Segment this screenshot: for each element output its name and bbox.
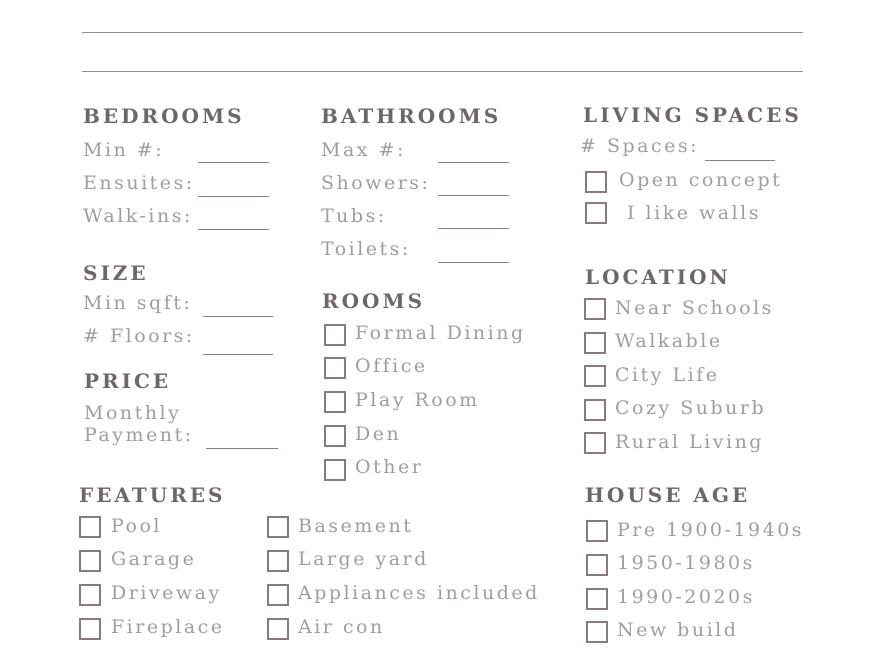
checkbox-city-life[interactable]	[584, 365, 606, 387]
checkbox-garage[interactable]	[79, 550, 101, 572]
checkbox-rural-living[interactable]	[584, 432, 606, 454]
option-label-near-schools: Near Schools	[615, 297, 774, 319]
checkbox-new-build[interactable]	[586, 621, 608, 643]
payment-field[interactable]	[206, 448, 278, 449]
spaces-field[interactable]	[705, 160, 775, 161]
price-heading: PRICE	[84, 369, 172, 393]
min-sqft-field[interactable]	[203, 316, 273, 317]
option-label-garage: Garage	[111, 548, 197, 570]
bedrooms-heading: BEDROOMS	[83, 104, 245, 128]
top-writing-line-1[interactable]	[82, 32, 803, 33]
ensuites-label: Ensuites:	[83, 172, 195, 194]
option-label-basement: Basement	[298, 515, 414, 537]
bathrooms-max-field[interactable]	[438, 162, 509, 163]
payment-label: Payment:	[84, 424, 194, 446]
option-label-large-yard: Large yard	[298, 548, 429, 570]
spaces-label: # Spaces:	[580, 135, 700, 157]
option-label-driveway: Driveway	[111, 582, 222, 604]
option-label-i-like-walls: I like walls	[627, 202, 761, 224]
checkbox-air-con[interactable]	[267, 618, 289, 640]
toilets-label: Toilets:	[321, 238, 411, 260]
checkbox-pool[interactable]	[79, 516, 101, 538]
bathrooms-max-label: Max #:	[321, 139, 406, 161]
option-label-office: Office	[355, 355, 428, 377]
bedrooms-min-field[interactable]	[198, 162, 269, 163]
option-label-play-room: Play Room	[355, 389, 480, 411]
checkbox-1950-1980s[interactable]	[586, 554, 608, 576]
checkbox-walkable[interactable]	[584, 332, 606, 354]
bathrooms-heading: BATHROOMS	[321, 104, 502, 128]
walkins-label: Walk-ins:	[83, 205, 193, 227]
checkbox-fireplace[interactable]	[79, 618, 101, 640]
option-label-appliances-included: Appliances included	[298, 582, 540, 604]
checkbox-driveway[interactable]	[79, 584, 101, 606]
floors-label: # Floors:	[83, 325, 195, 347]
checkbox-near-schools[interactable]	[584, 298, 606, 320]
floors-field[interactable]	[203, 354, 273, 355]
location-heading: LOCATION	[585, 265, 731, 289]
min-sqft-label: Min sqft:	[83, 292, 193, 314]
option-label-city-life: City Life	[615, 364, 720, 386]
option-label-formal-dining: Formal Dining	[355, 322, 526, 344]
option-label-new-build: New build	[617, 619, 739, 641]
bedrooms-min-label: Min #:	[83, 139, 165, 161]
rooms-heading: ROOMS	[322, 289, 426, 313]
checkbox-play-room[interactable]	[324, 391, 346, 413]
monthly-label: Monthly	[84, 402, 182, 424]
walkins-field[interactable]	[198, 229, 269, 230]
house-age-heading: HOUSE AGE	[585, 483, 751, 507]
checkbox-cozy-suburb[interactable]	[584, 399, 606, 421]
option-label-1950-1980s: 1950-1980s	[617, 552, 755, 574]
ensuites-field[interactable]	[198, 196, 269, 197]
tubs-field[interactable]	[438, 228, 509, 229]
checkbox-basement[interactable]	[267, 516, 289, 538]
toilets-field[interactable]	[438, 262, 509, 263]
option-label-walkable: Walkable	[615, 330, 723, 352]
checkbox-other[interactable]	[324, 459, 346, 481]
checkbox-large-yard[interactable]	[267, 550, 289, 572]
option-label-cozy-suburb: Cozy Suburb	[615, 397, 767, 419]
living-spaces-heading: LIVING SPACES	[583, 103, 802, 127]
option-label-open-concept: Open concept	[619, 169, 783, 191]
checkbox-den[interactable]	[324, 425, 346, 447]
checkbox-appliances-included[interactable]	[267, 584, 289, 606]
option-label-rural-living: Rural Living	[615, 431, 764, 453]
option-label-pre-1900-1940s: Pre 1900-1940s	[617, 519, 805, 541]
top-writing-line-2[interactable]	[82, 71, 803, 72]
option-label-den: Den	[355, 423, 402, 445]
tubs-label: Tubs:	[321, 205, 387, 227]
checkbox-office[interactable]	[324, 357, 346, 379]
option-label-pool: Pool	[111, 515, 162, 537]
features-heading: FEATURES	[79, 483, 226, 507]
option-label-air-con: Air con	[298, 616, 385, 638]
option-label-fireplace: Fireplace	[111, 616, 225, 638]
option-label-other: Other	[355, 456, 424, 478]
checkbox-i-like-walls[interactable]	[585, 202, 607, 224]
showers-field[interactable]	[438, 195, 509, 196]
option-label-1990-2020s: 1990-2020s	[617, 586, 755, 608]
size-heading: SIZE	[83, 261, 149, 285]
checkbox-1990-2020s[interactable]	[586, 588, 608, 610]
checkbox-open-concept[interactable]	[585, 171, 607, 193]
checkbox-formal-dining[interactable]	[324, 324, 346, 346]
showers-label: Showers:	[321, 172, 431, 194]
checkbox-pre-1900-1940s[interactable]	[586, 520, 608, 542]
